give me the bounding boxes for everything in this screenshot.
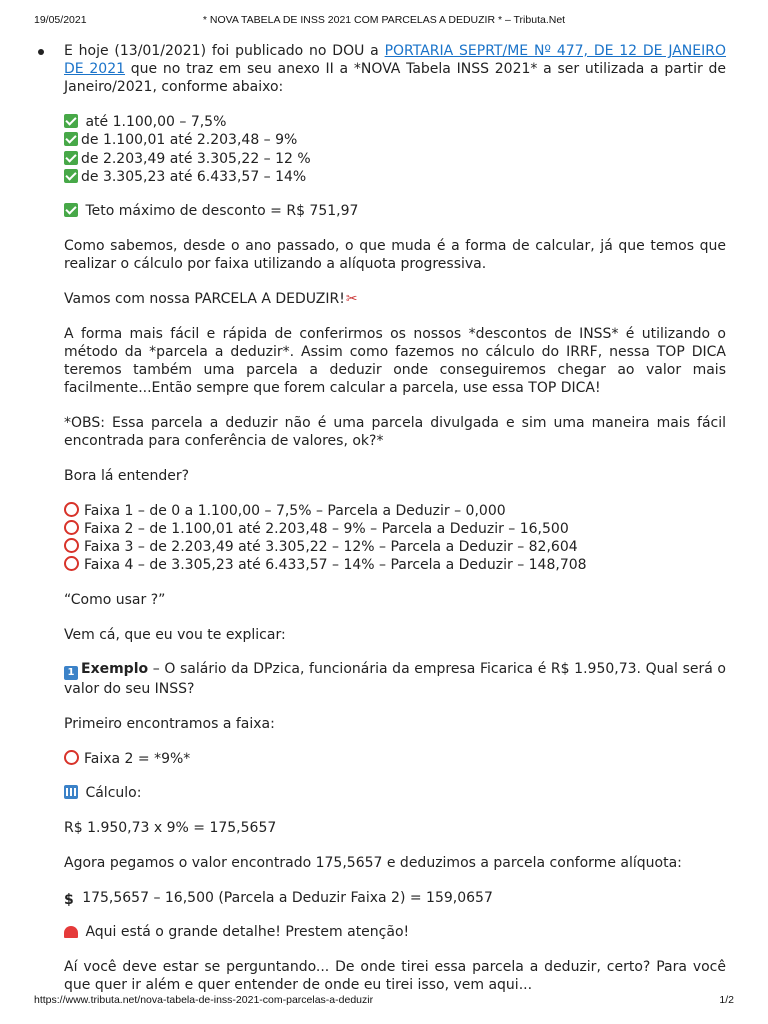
check-icon [64, 203, 78, 217]
calculo-label: Cálculo: [64, 784, 726, 802]
como-usar-paragraph: “Como usar ?” [64, 591, 166, 608]
bullet-dot-icon [38, 49, 44, 55]
check-icon [64, 114, 78, 128]
red-circle-icon [64, 502, 79, 517]
print-url: https://www.tributa.net/nova-tabela-de-inss-2021-com-parcelas-a-deduzir [34, 994, 374, 1006]
aliquota-list [64, 113, 726, 186]
siren-icon [64, 926, 78, 938]
bora-paragraph: Bora lá entender? [64, 467, 190, 484]
faixa-item: Faixa 2 – de 1.100,01 até 2.203,48 – 9% – Parcela a Deduzir – 16,500 [64, 520, 726, 538]
intro-text-before: E hoje (13/01/2021) foi publicado no DOU a [64, 43, 385, 59]
obs-paragraph: *OBS: Essa parcela a deduzir não é uma parcela divulgada e sim uma maneira mais fácil encontrada para conferência de valores, ok?* [64, 415, 726, 450]
print-title: * NOVA TABELA DE INSS 2021 COM PARCELAS A DEDUZIR * – Tributa.Net [202, 14, 566, 26]
portaria-link[interactable]: PORTARIA SEPRT/ME Nº 477, DE 12 DE JANEIRO DE 2021 [64, 43, 727, 78]
red-circle-icon [64, 520, 79, 535]
exemplo-paragraph [64, 660, 726, 698]
intro-text-after: que no traz em seu anexo II a *NOVA Tabela INSS 2021* a ser utilizada a partir de Janeiro/2021, conforme abaixo: [64, 61, 726, 96]
red-circle-icon [64, 750, 79, 765]
aliquota-item: de 2.203,49 até 3.305,22 – 12 % [64, 150, 726, 168]
page-number: 1/2 [719, 994, 734, 1006]
ai-paragraph: Aí você deve estar se perguntando... De onde tirei essa parcela a deduzir, certo? Para você que quer ir além e quer entender de onde eu tirei isso, vem aqui... [64, 959, 726, 994]
agora-paragraph: Agora pegamos o valor encontrado 175,5657 e deduzimos a parcela conforme alíquota: [64, 854, 682, 871]
abacus-icon [64, 785, 78, 799]
resultado-line: $ 175,5657 – 16,500 (Parcela a Deduzir Faixa 2) = 159,0657 [64, 889, 493, 908]
print-header [0, 14, 768, 28]
teto-line: Teto máximo de desconto = R$ 751,97 [64, 202, 726, 220]
check-icon [64, 132, 78, 146]
faixa-item: Faixa 1 – de 0 a 1.100,00 – 7,5% – Parcela a Deduzir – 0,000 [64, 502, 726, 520]
vem-paragraph: Vem cá, que eu vou te explicar: [64, 626, 286, 643]
scissors-icon: ✂ [345, 291, 358, 308]
faixa-item: Faixa 3 – de 2.203,49 até 3.305,22 – 12% – Parcela a Deduzir – 82,604 [64, 538, 726, 556]
check-icon [64, 169, 78, 183]
print-date: 19/05/2021 [34, 14, 87, 26]
dollar-icon: $ [64, 891, 74, 908]
intro-bullet [64, 42, 726, 97]
faixa-list [64, 502, 726, 575]
article-body [64, 42, 726, 1011]
forma-paragraph: A forma mais fácil e rápida de conferirmos os nossos *descontos de INSS* é utilizando o método da *parcela a deduzir*. Assim como fazemos no cálculo do IRRF, nessa TOP DICA teremos também uma parcela a deduzir onde conseguiremos chegar ao valor mais facilmente...Então sempre que forem calcular a parcela, use essa TOP DICA! [64, 325, 726, 397]
faixa-escolhida: Faixa 2 = *9%* [64, 750, 726, 768]
red-circle-icon [64, 556, 79, 571]
exemplo-label: Exemplo [81, 661, 149, 678]
calculo-linha: R$ 1.950,73 x 9% = 175,5657 [64, 820, 277, 837]
red-circle-icon [64, 538, 79, 553]
faixa-item: Faixa 4 – de 3.305,23 até 6.433,57 – 14% – Parcela a Deduzir – 148,708 [64, 556, 726, 574]
detalhe-line: Aqui está o grande detalhe! Prestem atenção! [64, 923, 726, 941]
print-footer [0, 994, 768, 1008]
exemplo-text: – O salário da DPzica, funcionária da empresa Ficarica é R$ 1.950,73. Qual será o valor do seu INSS? [64, 661, 726, 698]
aliquota-item: até 1.100,00 – 7,5% [64, 113, 726, 131]
aliquota-item: de 1.100,01 até 2.203,48 – 9% [64, 131, 726, 149]
check-icon [64, 151, 78, 165]
primeiro-paragraph: Primeiro encontramos a faixa: [64, 716, 275, 733]
vamos-paragraph: Vamos com nossa PARCELA A DEDUZIR!✂ [64, 291, 358, 308]
aliquota-item: de 3.305,23 até 6.433,57 – 14% [64, 168, 726, 186]
keycap-one-icon: 1 [64, 666, 78, 680]
como-sabemos-paragraph: Como sabemos, desde o ano passado, o que muda é a forma de calcular, já que temos que realizar o cálculo por faixa utilizando a alíquota progressiva. [64, 238, 726, 273]
